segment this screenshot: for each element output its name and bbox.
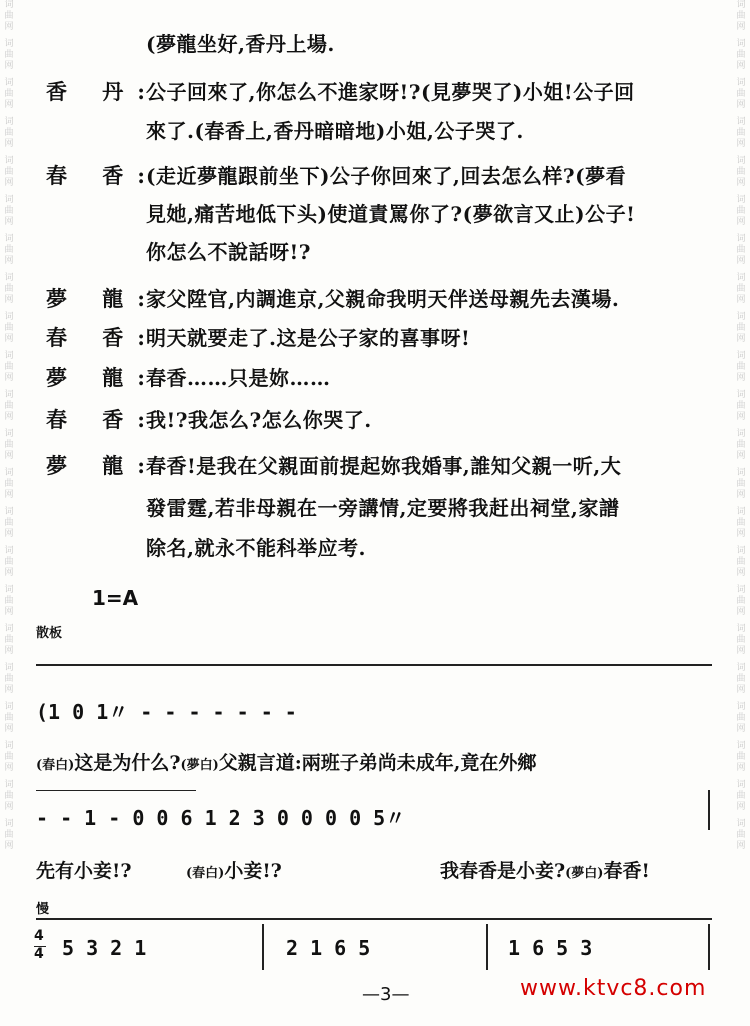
speaker-tag: (春白) [186, 866, 225, 881]
site-watermark: www.ktvc8.com [520, 976, 707, 1001]
dialogue-line: 春香……只是妳…… [146, 366, 331, 390]
dialogue-line: 除名,就永不能科举应考. [146, 536, 366, 560]
staff-line [36, 664, 712, 666]
speaker-label: 春 香: [46, 163, 160, 188]
page-number: —3— [362, 984, 410, 1005]
measure: 1 6 5 3 [508, 936, 593, 960]
dialogue-line: (走近夢龍跟前坐下)公子你回來了,回去怎么样?(夢看 [146, 164, 627, 188]
lyric-text: 春香! [603, 860, 650, 882]
bar-line [708, 790, 710, 830]
lyric-line [440, 856, 650, 883]
speaker-label: 香 丹: [46, 79, 160, 104]
dialogue-line: 明天就要走了.这是公子家的喜事呀! [146, 326, 471, 350]
speaker-label: 春 香: [46, 407, 160, 432]
tempo-marking: 慢 [36, 902, 50, 917]
time-signature-top: 4 [34, 928, 44, 944]
left-watermark-column: 词曲网 词曲网 词曲网 词曲网 词曲网 词曲网 词曲网 词曲网 词曲网 词曲网 词曲网 词曲网 词曲网 词曲网 词曲网 词曲网 词曲网 词曲网 词曲网 词曲网 词曲网 词曲网 [4, 0, 14, 851]
lyric-text: 小妾!? [224, 860, 282, 882]
measure: 5 3 2 1 [62, 936, 147, 960]
bar-line [262, 924, 264, 970]
lyric-text: 这是为什么? [74, 752, 181, 774]
tempo-marking: 散板 [36, 626, 63, 641]
time-signature-bottom: 4 [34, 946, 44, 962]
speaker-tag: (春白) [36, 758, 75, 773]
notation-row: - - 1 - 0 0 6 1 2 3 0 0 0 0 5〃 [36, 806, 406, 830]
dialogue-line: 發雷霆,若非母親在一旁講情,定要將我赶出祠堂,家譜 [146, 496, 620, 520]
speaker-label: 夢 龍: [46, 365, 160, 390]
speaker-tag: (夢白) [180, 758, 219, 773]
measure: 2 1 6 5 [286, 936, 371, 960]
slur-line [36, 790, 196, 791]
lyric-text: 我春香是小妾? [440, 860, 566, 882]
speaker-tag: (夢白) [565, 866, 604, 881]
staff-line [36, 918, 712, 920]
dialogue-line: 你怎么不說話呀!? [146, 240, 311, 264]
notation-row: (1 0 1〃 - - - - - - - [36, 700, 297, 724]
lyric-text: 父親言道:兩班子弟尚未成年,竟在外鄉 [218, 752, 537, 774]
lyric-text: 先有小妾!? [36, 860, 132, 882]
speaker-label: 春 香: [46, 325, 160, 350]
dialogue-line: 公子回來了,你怎么不進家呀!?(見夢哭了)小姐!公子回 [146, 80, 635, 104]
key-signature: 1=A [92, 586, 139, 610]
speaker-label: 夢 龍: [46, 453, 160, 478]
lyric-line [36, 748, 536, 775]
dialogue-line: 見她,痛苦地低下头)使道責罵你了?(夢欲言又止)公子! [146, 202, 636, 226]
dialogue-line: 春香!是我在父親面前提起妳我婚事,誰知父親一听,大 [146, 454, 622, 478]
dialogue-line: 來了.(春香上,香丹暗暗地)小姐,公子哭了. [146, 119, 524, 143]
bar-line [708, 924, 710, 970]
stage-direction: (夢龍坐好,香丹上場. [146, 32, 335, 56]
lyric-line [186, 856, 282, 883]
right-watermark-column: 词曲网 词曲网 词曲网 词曲网 词曲网 词曲网 词曲网 词曲网 词曲网 词曲网 词曲网 词曲网 词曲网 词曲网 词曲网 词曲网 词曲网 词曲网 词曲网 词曲网 词曲网 词曲网 [736, 0, 746, 851]
dialogue-line: 家父陞官,内調進京,父親命我明天伴送母親先去漢場. [146, 287, 620, 311]
dialogue-line: 我!?我怎么?怎么你哭了. [146, 408, 372, 432]
speaker-label: 夢 龍: [46, 286, 160, 311]
lyric-line [36, 856, 131, 883]
bar-line [486, 924, 488, 970]
